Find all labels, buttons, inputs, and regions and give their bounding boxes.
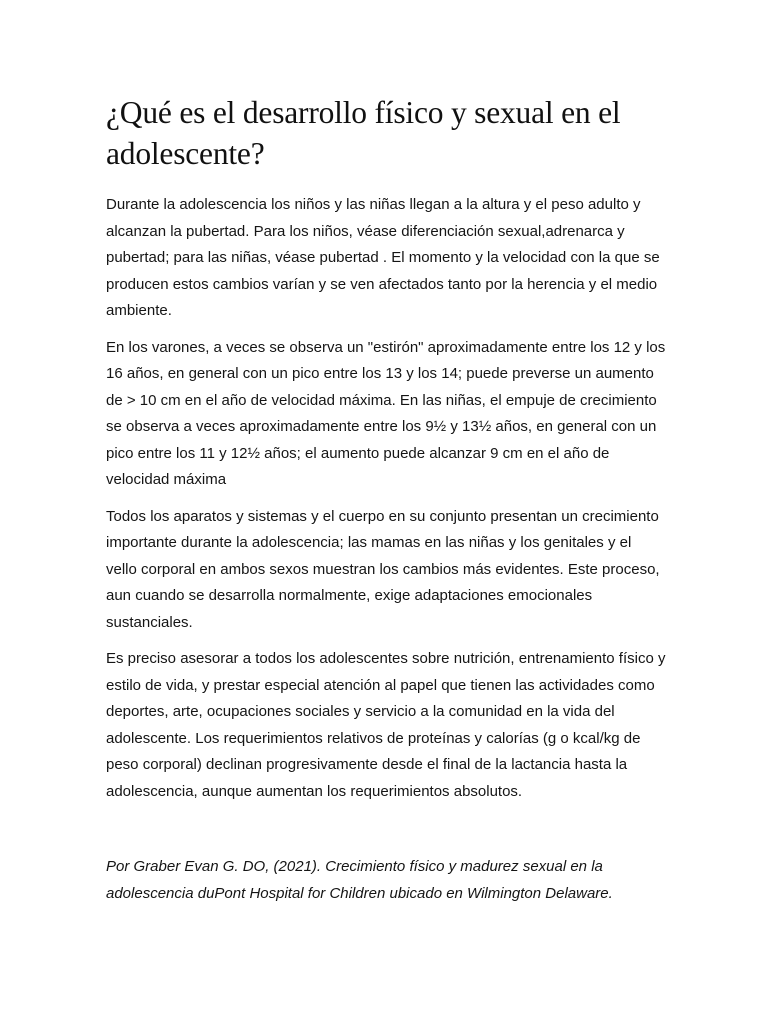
page-title: ¿Qué es el desarrollo físico y sexual en el adolescente? bbox=[106, 95, 621, 171]
paragraph-body-changes: Todos los aparatos y sistemas y el cuerpo en su conjunto presentan un crecimiento importante durante la adolescencia; las mamas en las niñas y los genitales y el vello corporal en ambos sexos muestran los cambios más evidentes. Este proceso, aun cuando se desarrolla normalmente, exige adaptaciones emocionales sustanciales. bbox=[106, 507, 660, 631]
paragraph-intro: Durante la adolescencia los niños y las niñas llegan a la altura y el peso adulto y alcanzan la pubertad. Para los niños, véase diferenciación sexual,adrenarca y pubertad; para las niñas, véase pubertad . El momento y la velocidad con la que se producen estos cambios varían y se ven afectados tanto por la herencia y el medio ambiente. bbox=[106, 196, 660, 319]
citation: Por Graber Evan G. DO, (2021). Crecimiento físico y madurez sexual en la adolescencia duPont Hospital for Children ubicado en Wilmington Delaware. bbox=[106, 858, 613, 902]
paragraph-nutrition: Es preciso asesorar a todos los adolescentes sobre nutrición, entrenamiento físico y estilo de vida, y prestar especial atención al papel que tienen las actividades como deportes, arte, ocupaciones sociales y servicio a la comunidad en la vida del adolescente. Los requerimientos relativos de proteínas y calorías (g o kcal/kg de peso corporal) declinan progresivamente desde el final de la lactancia hasta la adolescencia, aunque aumentan los requerimientos absolutos. bbox=[106, 650, 666, 800]
paragraph-growth-spurt: En los varones, a veces se observa un "estirón" aproximadamente entre los 12 y los 16 años, en general con un pico entre los 13 y los 14; puede preverse un aumento de > 10 cm en el año de velocidad máxima. En las niñas, el empuje de crecimiento se observa a veces aproximadamente entre los 9½ y 13½ años, en general con un pico entre los 11 y 12½ años; el aumento puede alcanzar 9 cm en el año de velocidad máxima bbox=[106, 338, 666, 488]
document-page bbox=[106, 92, 666, 917]
